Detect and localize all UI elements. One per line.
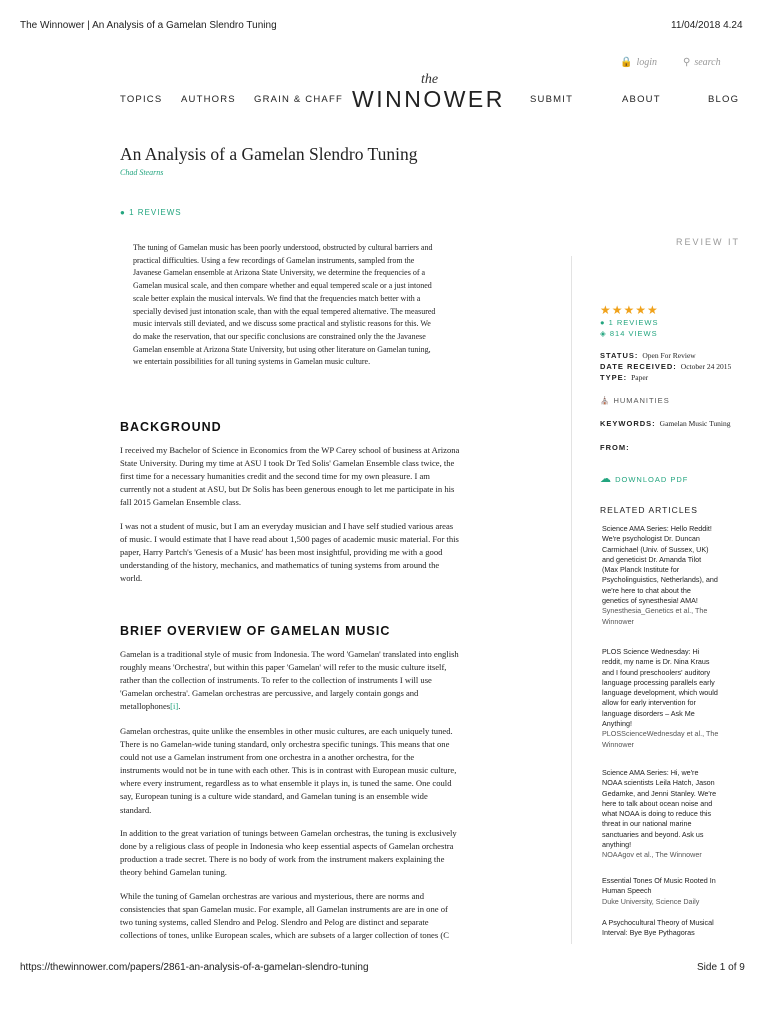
related-title-line: reddit, my name is Dr. Nina Kraus [602, 657, 710, 667]
text-line: standard. [120, 804, 152, 815]
humanities-tag[interactable] [600, 396, 670, 405]
sidebar-reviews-label: 1 REVIEWS [608, 318, 659, 327]
site-logo[interactable]: WINNOWER [352, 86, 505, 112]
overview-heading: BRIEF OVERVIEW OF GAMELAN MUSIC [120, 624, 391, 638]
related-title-line: Essential Tones Of Music Rooted In [602, 876, 716, 885]
related-title-line: what NOAA is doing to reduce this [602, 809, 712, 819]
related-article[interactable] [602, 768, 742, 861]
text-line: State University. During my time at ASU I took Dr Ted Solis' Gamelan Ensemble class twice, the [120, 458, 455, 469]
from-label: FROM: [600, 443, 630, 452]
text-line: theory behind Gamelan tuning. [120, 867, 227, 878]
abstract-line: Gamelan musical scale, and then compare whether and equal tempered scale or a just intoned [133, 281, 432, 291]
text-line: Gamelan is a traditional style of music from Indonesia. The word 'Gamelan' translated into english [120, 649, 459, 659]
author-link[interactable]: Chad Stearns [120, 168, 164, 177]
text-line: I was not a student of music, but I am an everyday musician and I have self studied various areas [120, 521, 454, 531]
related-title-line: PLOS Science Wednesday: Hi [602, 647, 700, 656]
related-title-line: genetics of synesthesia! AMA! [602, 596, 698, 606]
text-line [120, 700, 540, 713]
text-line: roughly means 'Orchestra', but within this paper 'Gamelan' will refer to the music culture itself, [120, 662, 447, 673]
text-line: say, European tuning is a culture wide standard, and Gamelan tuning is an ensemble wide [120, 791, 428, 802]
abstract-line: The tuning of Gamelan music has been poorly understood, obstructed by cultural barriers and [133, 243, 433, 252]
text-line: I received my Bachelor of Science in Economics from the WP Carey school of business at Arizona [120, 445, 460, 455]
related-title-line: language development, which would [602, 688, 718, 698]
abstract-line: Gamelan ensemble at Arizona State University, but using other literature on Gamelan tuning, [133, 344, 431, 354]
nav-blog[interactable]: BLOG [708, 94, 740, 105]
abstract-line: music intervals still deviated, and we discuss some practical and stylistic reasons for this. We [133, 319, 431, 329]
text-line: understanding of the history, mechanics, and mathematics of tuning systems from around the [120, 560, 440, 571]
related-title-line: and I found preschoolers' auditory [602, 667, 711, 677]
related-byline: Duke University, Science Daily [602, 896, 700, 906]
text-line: done by a religious class of people in Indonesia who keep essential aspects of Gamelan orchestra [120, 841, 454, 852]
text-line: collections of tones, unlike European scales, which are subsets of a larger collection of tones (C [120, 930, 449, 941]
nav-about[interactable]: ABOUT [622, 94, 661, 105]
humanities-label: HUMANITIES [613, 396, 670, 405]
text-line: fall 2015 Gamelan Ensemble class. [120, 497, 241, 508]
related-title-line: we're here to chat about the [602, 585, 691, 595]
abstract-line: practical difficulties. Using a few recordings of Gamelan instruments, sampled from the [133, 255, 415, 265]
rating-stars: ★★★★★ [600, 303, 659, 317]
related-article[interactable] [602, 876, 742, 907]
nav-grain-chaff[interactable]: GRAIN & CHAFF [254, 94, 343, 105]
keywords-value: Gamelan Music Tuning [659, 419, 731, 428]
nav-submit[interactable]: SUBMIT [530, 94, 574, 105]
related-title-line: A Psychocultural Theory of Musical [602, 918, 714, 927]
text-line: where every instrument, regardless as to what ensemble it plays in, is tuned the same. One could [120, 778, 452, 789]
related-articles-heading: RELATED ARTICLES [600, 505, 698, 515]
related-title-line: Interval: Bye Bye Pythagoras [602, 928, 695, 938]
status-label: STATUS: [600, 351, 639, 360]
building-icon: ⛪ [600, 396, 611, 405]
overview-paragraph-2 [120, 725, 540, 817]
abstract-line: do make the reservation, that our specific conclusions are constrained only the the Javanese [133, 331, 426, 341]
nav-topics[interactable]: TOPICS [120, 94, 163, 105]
type-value: Paper [631, 373, 649, 382]
from-row [600, 443, 634, 452]
cloud-download-icon: ☁ [600, 473, 612, 485]
date-label: DATE RECEIVED: [600, 362, 677, 371]
text-line: While the tuning of Gamelan orchestras are various and mysterious, there are norms and [120, 891, 425, 901]
sidebar-views [600, 329, 658, 338]
text-line: production a trade secret. There is no body of work from the instrument makers explaining the [120, 854, 445, 865]
abstract-line: specially devised just intonation scale, than with the equal tempered alternative. The measured [133, 306, 436, 316]
background-paragraph-1 [120, 444, 540, 509]
text-line: instruments would not be in tune with each other. This is in contrast with European music culture, [120, 765, 457, 776]
text-line: Gamelan orchestras, quite unlike the ensembles in other music cultures, are each uniquely tuned. [120, 726, 453, 736]
login-link[interactable] [620, 57, 657, 68]
text-line: world. [120, 573, 143, 584]
related-article[interactable] [602, 918, 742, 939]
abstract-line: Javanese Gamelan ensemble at Arizona State University, we determine the frequencies of a [133, 268, 426, 278]
abstract [133, 242, 511, 369]
related-title-line: sanctuaries and beyond. Ask us [602, 829, 704, 839]
related-title-line: Science AMA Series: Hi, we're [602, 768, 699, 777]
lock-icon: 🔒 [620, 57, 633, 68]
abstract-line: we entertain possibilities for all tuning systems in Gamelan music culture. [133, 357, 371, 367]
print-header-date: 11/04/2018 4.24 [671, 20, 743, 31]
status-row [600, 351, 696, 360]
text-line: In addition to the great variation of tunings between Gamelan orchestras, the tuning is exclusively [120, 828, 457, 838]
related-title-line: threat in our national marine [602, 819, 692, 829]
related-article[interactable] [602, 647, 742, 750]
related-title-line: language disorders – Ask Me [602, 708, 695, 718]
eye-icon: ◈ [600, 329, 607, 338]
print-footer-url: https://thewinnower.com/papers/2861-an-analysis-of-a-gamelan-slendro-tuning [20, 962, 369, 973]
print-footer-page: Side 1 of 9 [697, 962, 745, 973]
sidebar-divider [571, 256, 572, 944]
related-title-line: Anything! [602, 719, 632, 729]
text-line: first time for a necessary humanities credit and the second time for my own pleasure. I am [120, 471, 430, 482]
keywords-row [600, 419, 731, 428]
nav-authors[interactable]: AUTHORS [181, 94, 236, 105]
search-label: search [694, 57, 721, 68]
reviews-label: 1 REVIEWS [129, 208, 182, 217]
type-row [600, 373, 648, 382]
related-title-line: and geneticist Dr. Amanda Tilot [602, 554, 702, 564]
related-title-line: Gedamke, and Jenni Stanley. We're [602, 788, 717, 798]
logo-the[interactable]: the [421, 72, 439, 87]
related-title-line: NOAA scientists Leila Hatch, Jason [602, 778, 715, 788]
search-link[interactable] [683, 57, 721, 68]
type-label: TYPE: [600, 373, 628, 382]
date-row [600, 362, 731, 371]
download-pdf-link[interactable] [600, 472, 688, 485]
background-heading: BACKGROUND [120, 420, 222, 434]
overview-paragraph-3 [120, 827, 540, 879]
background-paragraph-2 [120, 520, 540, 585]
text-line: paper, Harry Partch's 'Genesis of a Music' has been most insightful, providing me with a good [120, 547, 443, 558]
text-line: currently not a student at ASU, but Dr Solis has been generous enough to let me participate in his [120, 484, 455, 495]
related-title-line: allow for early intervention for [602, 698, 696, 708]
text-line: rather than the collection of instruments. To refer to the collection of instruments I will use [120, 675, 432, 686]
abstract-line: scale better explain the musical intervals. We find that the frequencies match better with a [133, 293, 421, 303]
login-label: login [636, 57, 658, 68]
text-line: There is no Gamelan-wide tuning standard, only orchestra specific tunings. This means that one [120, 739, 450, 750]
footnote-link[interactable]: [i] [170, 701, 179, 712]
text-line: 'Gamelan orchestra'. Gamelan orchestras are percussive, and largely contain gongs and [120, 688, 419, 699]
related-byline: Synesthesia_Genetics et al., The [602, 606, 708, 616]
reviews-link[interactable] [120, 208, 182, 217]
related-byline: Winnower [602, 739, 634, 749]
date-value: October 24 2015 [680, 362, 732, 371]
download-label: DOWNLOAD PDF [615, 475, 689, 484]
comment-icon: ● [600, 318, 606, 327]
related-byline: PLOSScienceWednesday et al., The [602, 729, 719, 739]
text-line: of music. I would estimate that I have read about 1,500 pages of academic music material. For this [120, 534, 459, 545]
comment-icon: ● [120, 208, 126, 217]
related-byline: Winnower [602, 616, 634, 626]
related-title-line: Psycholinguistics, Netherlands), and [602, 575, 718, 585]
page-title: An Analysis of a Gamelan Slendro Tuning [120, 144, 418, 164]
status-value: Open For Review [642, 351, 696, 360]
text-line: two tuning systems, called Slendro and Pelog. Slendro and Pelog are distinct and separate [120, 917, 429, 928]
related-title-line: anything! [602, 840, 632, 850]
related-title-line: (Max Planck Institute for [602, 565, 680, 575]
related-byline: NOAAgov et al., The Winnower [602, 850, 702, 860]
related-title-line: Science AMA Series: Hello Reddit! [602, 524, 712, 533]
text-line: consistencies that span Gamelan music. For example, all Gamelan instruments are are in one of [120, 904, 448, 915]
print-header-title: The Winnower | An Analysis of a Gamelan Slendro Tuning [20, 20, 277, 31]
review-it-button[interactable]: REVIEW IT [676, 237, 741, 247]
search-icon: ⚲ [683, 57, 691, 68]
text-span: metallophones [120, 701, 171, 712]
overview-paragraph-4 [120, 890, 540, 942]
related-title-line: Carmichael (Univ. of Sussex, UK) [602, 544, 709, 554]
views-label: 814 VIEWS [609, 329, 658, 338]
related-title-line: Human Speech [602, 886, 652, 896]
related-title-line: language processing parallels early [602, 677, 715, 687]
sidebar-reviews-link[interactable] [600, 318, 658, 327]
text-line: could not use a Gamelan instrument from one orchestra in a another orchestra, for the [120, 752, 415, 763]
keywords-label: KEYWORDS: [600, 419, 656, 428]
text-span: . [178, 701, 181, 712]
overview-paragraph-1 [120, 648, 540, 713]
related-title-line: here to talk about ocean noise and [602, 798, 713, 808]
related-article[interactable] [602, 524, 742, 627]
related-title-line: We're psychologist Dr. Duncan [602, 534, 700, 544]
